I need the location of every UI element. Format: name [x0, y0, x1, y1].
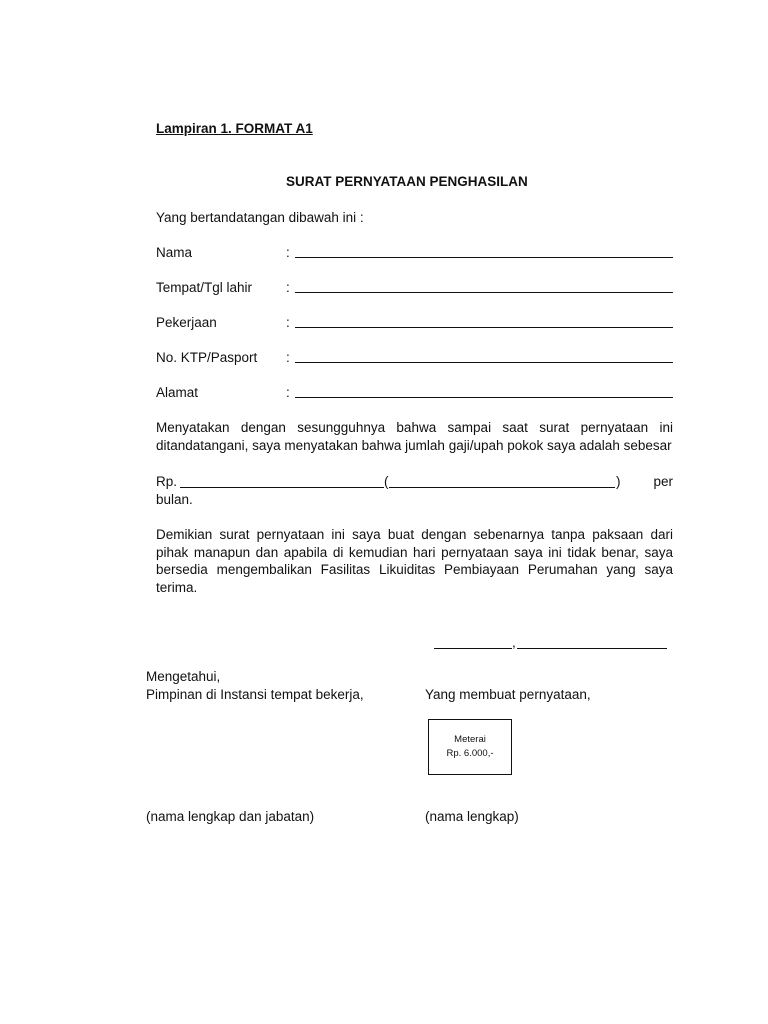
amount-number-line: [180, 487, 384, 488]
amount-prefix: Rp.: [156, 474, 178, 489]
field-colon: :: [286, 315, 290, 330]
declarant-name-caption: (nama lengkap): [425, 809, 519, 824]
stamp-box: [428, 719, 512, 775]
field-label-address: Alamat: [156, 385, 199, 400]
field-line-address: [295, 397, 673, 398]
statement-paragraph: Menyatakan dengan sesungguhnya bahwa sampai saat surat pernyataan ini ditandatangani, saya menyatakan bahwa jumlah gaji/upah pokok saya adalah sebesar: [156, 420, 673, 453]
field-colon: :: [286, 245, 290, 260]
acknowledged-label: Mengetahui,: [146, 669, 221, 684]
amount-per: per: [653, 474, 673, 489]
amount-unit: bulan.: [156, 492, 193, 507]
date-line: [517, 648, 667, 649]
document-title: SURAT PERNYATAAN PENGHASILAN: [286, 174, 528, 189]
stamp-value: Rp. 6.000,-: [446, 748, 494, 759]
field-line-name: [295, 257, 673, 258]
field-colon: :: [286, 385, 290, 400]
field-colon: :: [286, 280, 290, 295]
amount-words-line: [389, 487, 615, 488]
field-colon: :: [286, 350, 290, 365]
place-line: [434, 648, 512, 649]
field-label-name: Nama: [156, 245, 193, 260]
stamp-label: Meterai: [454, 734, 486, 745]
amount-open-paren: (: [384, 474, 389, 489]
place-date-separator: ,: [512, 635, 516, 650]
closing-paragraph: Demikian surat pernyataan ini saya buat dengan sebenarnya tanpa paksaan dari pihak manapun dan apabila di kemudian hari pernyataan saya ini tidak benar, saya bersedia mengembalikan Fasilitas Likuiditas Pembiayaan Perumahan yang saya terima.: [156, 527, 673, 595]
employer-name-caption: (nama lengkap dan jabatan): [146, 809, 315, 824]
field-label-id: No. KTP/Pasport: [156, 350, 258, 365]
declarant-role: Yang membuat pernyataan,: [425, 687, 591, 702]
field-line-birth: [295, 292, 673, 293]
employer-role: Pimpinan di Instansi tempat bekerja,: [146, 687, 364, 702]
intro-text: Yang bertandatangan dibawah ini :: [156, 210, 364, 225]
field-label-birth: Tempat/Tgl lahir: [156, 280, 253, 295]
amount-close-paren: ): [616, 474, 621, 489]
amount-line: [156, 473, 673, 491]
field-label-occupation: Pekerjaan: [156, 315, 217, 330]
attachment-label: Lampiran 1. FORMAT A1: [156, 121, 313, 136]
field-line-occupation: [295, 327, 673, 328]
field-line-id: [295, 362, 673, 363]
